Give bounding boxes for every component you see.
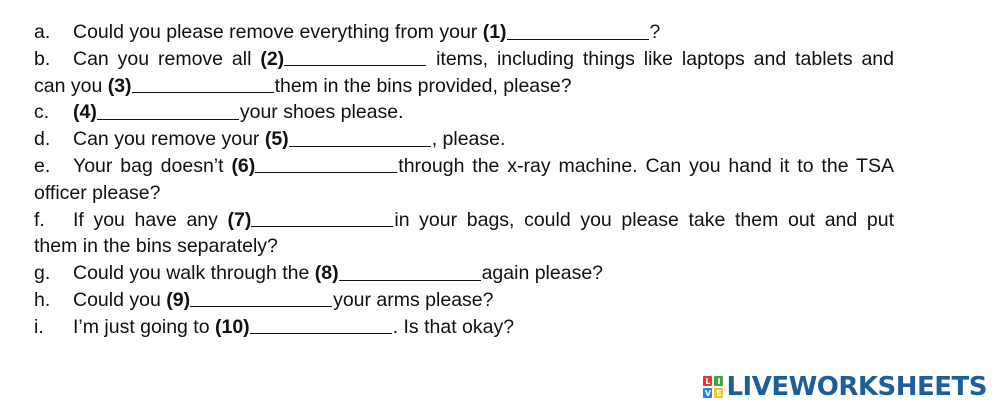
liveworksheets-logo [703,372,987,402]
logo-tile-e: E [716,388,722,398]
blank-number: (6) [231,154,256,177]
question-e [34,153,894,180]
question-a [34,19,894,46]
logo-tile-i: I [714,376,723,386]
question-f-continued: them in the bins separately? [34,235,278,258]
liveworksheets-logo-icon [703,376,723,398]
question-e-continued: officer please? [34,181,161,204]
question-text: items, including things like laptops and tablets and [427,47,894,70]
question-text: Could you walk through the [73,262,315,285]
answer-blank-4[interactable] [97,99,239,120]
question-letter: i. [34,315,44,338]
question-text: your arms please? [333,288,494,311]
question-f [34,207,894,234]
worksheet [34,19,894,341]
question-text: in your bags, could you please take them out and put [394,208,894,231]
question-b [34,46,894,73]
answer-blank-3[interactable] [132,73,274,94]
question-text: Can you remove all [73,47,261,70]
blank-number: (2) [260,47,285,70]
question-letter: c. [34,101,50,124]
blank-number: (9) [166,288,191,311]
question-text: Could you [73,288,167,311]
blank-number: (10) [214,315,250,338]
question-letter: h. [34,288,51,311]
blank-number: (1) [482,21,507,43]
question-text: again please? [481,262,604,285]
question-h [34,287,894,314]
question-i [34,314,894,341]
question-text: through the x-ray machine. Can you hand it to the TSA [398,154,894,177]
answer-blank-10[interactable] [250,314,392,335]
question-text: , please. [431,128,506,151]
question-text: your shoes please. [239,101,404,124]
question-text: them in the bins provided, please? [274,74,572,97]
answer-blank-5[interactable] [289,126,431,147]
question-letter: d. [34,128,51,151]
question-letter: e. [34,154,51,177]
blank-number: (4) [73,101,97,124]
blank-number: (7) [227,208,252,231]
question-text: I’m just going to [73,315,215,338]
question-b-continued [34,73,894,100]
question-text: . Is that okay? [392,315,515,338]
answer-blank-2[interactable] [284,46,426,67]
logo-tile-v: V [704,388,712,398]
question-letter: f. [34,208,45,231]
question-text: ? [649,21,661,43]
blank-number: (3) [107,74,132,97]
logo-tile-l: L [705,376,711,386]
question-text: Could you please remove everything from your [73,21,483,43]
answer-blank-1[interactable] [507,19,649,40]
answer-blank-8[interactable] [339,260,481,281]
blank-number: (8) [314,262,339,285]
blank-number: (5) [264,128,289,151]
question-g [34,260,894,287]
question-letter: a. [34,21,51,43]
question-letter: b. [34,47,51,70]
question-text: Can you remove your [73,128,265,151]
question-c [34,99,894,126]
answer-blank-7[interactable] [251,207,393,228]
question-letter: g. [34,262,51,285]
question-text: Your bag doesn’t [73,154,232,177]
brand-name: LIVEWORKSHEETS [726,372,987,402]
question-text: can you [34,74,108,97]
answer-blank-9[interactable] [190,287,332,308]
question-text: If you have any [73,208,228,231]
answer-blank-6[interactable] [255,153,397,174]
question-d [34,126,894,153]
